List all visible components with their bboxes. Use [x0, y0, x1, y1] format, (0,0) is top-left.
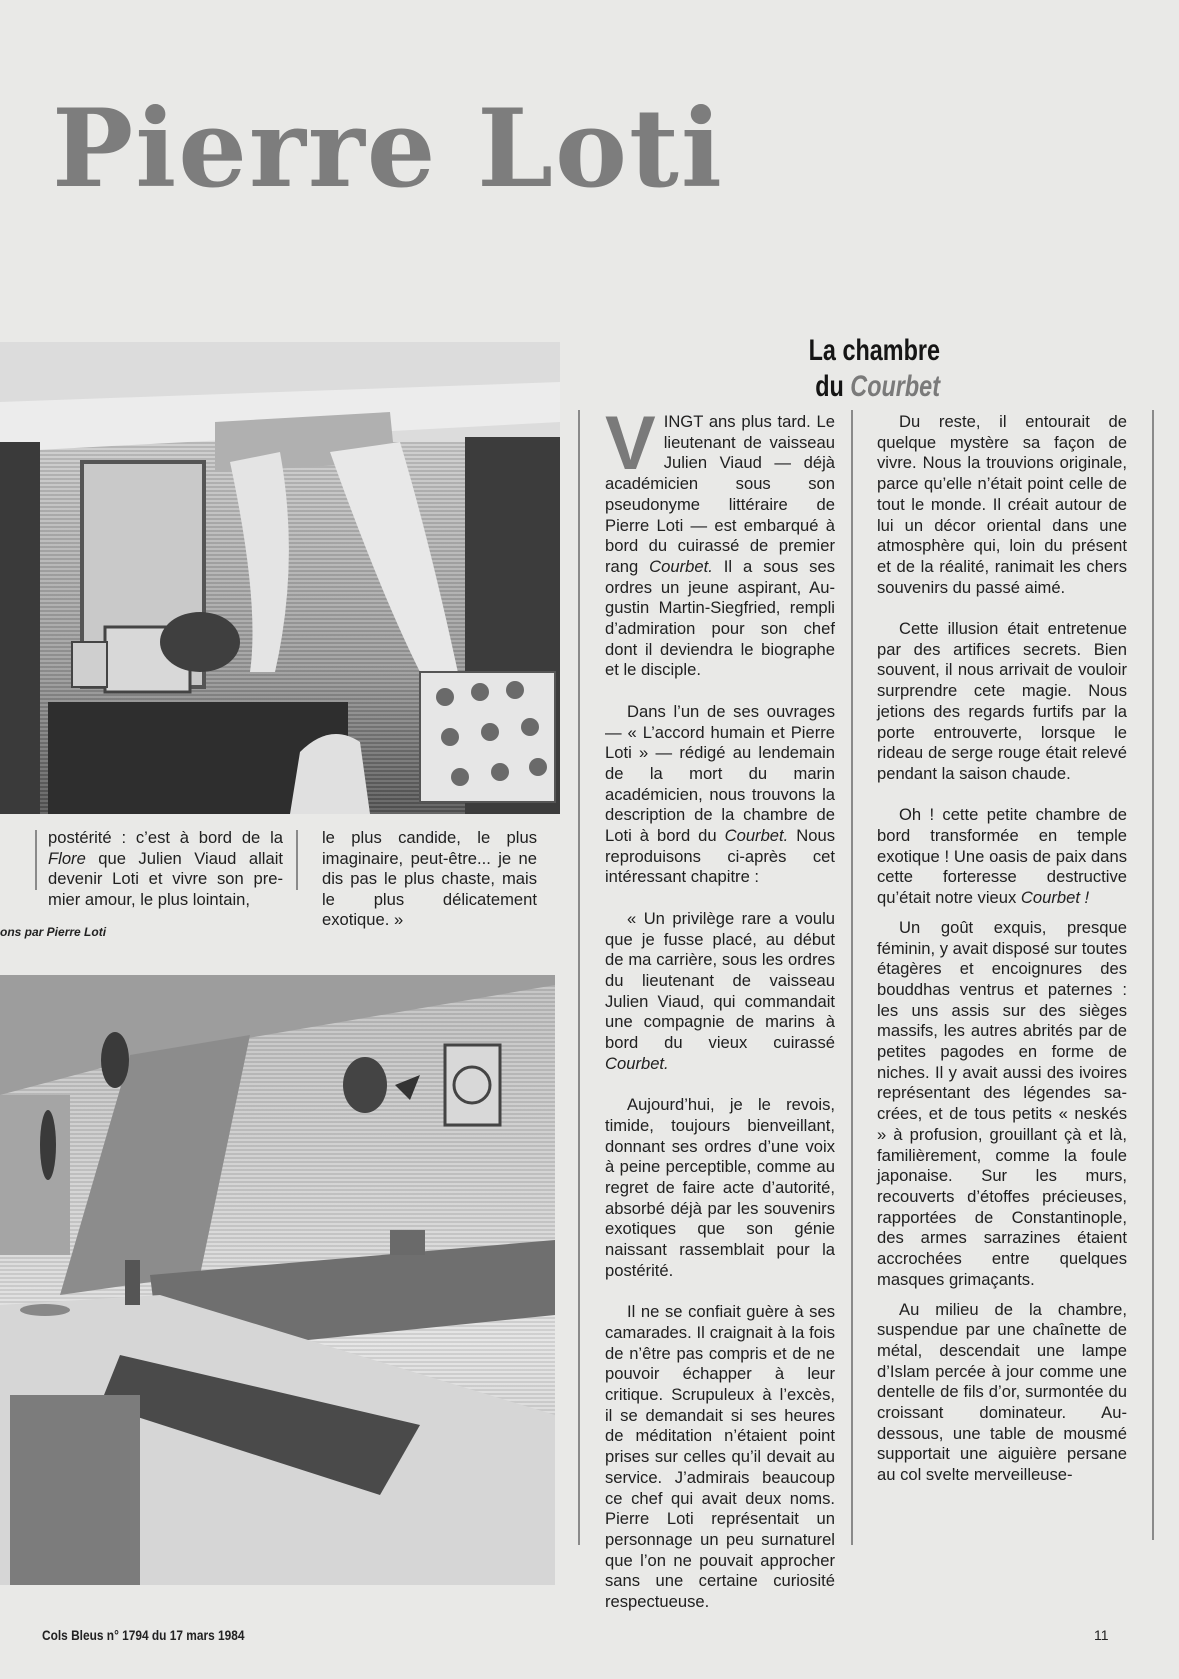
paragraph — [877, 805, 1127, 909]
subtitle-line-1: La chambre — [808, 334, 940, 367]
paragraph-text: Il a sous ses ordres un jeune aspirant, Augustin Martin-Siegfried, rempli d’admiration pour son chef dont il deviendra le biographe et le disciple. — [605, 556, 836, 680]
bottle — [125, 1260, 140, 1305]
caption-rule-left — [35, 830, 37, 890]
paragraph-text: « Un privilège rare a voulu que je fusse placé, au début de ma carrière, sous les ordres du lieutenant de vaisseau Julien Viaud, qui commandait une compagnie de marins à bord du vieux cuirassé — [605, 908, 835, 1053]
subtitle-line-2 — [800, 369, 940, 405]
fern-plant — [160, 612, 240, 672]
cabin-photo — [0, 342, 560, 814]
ship-name: Courbet. — [724, 826, 789, 846]
paragraph: Un goût exquis, presque féminin, y avait disposé sur toutes étagères et encoignures des bouddhas ventrus et paternes : les uns assis sur des sièges massifs, les autres abrités par de petites pagodes en forme de niches. Il y avait aussi des ivoires représentant des légendes sacrées, et de tous petits « neskés » à profusion, grouillant çà et là, familièrement, comme la foule japonaise. Sur les murs, recouverts d’étoffes précieuses, rapportées de Constantinople, des armes sarrazines étaient accrochées entre quelques masques grimaçants. — [877, 917, 1127, 1289]
column-rule-left — [578, 410, 580, 1545]
cabin-drawing-illustration — [0, 975, 555, 1585]
paragraph-text: INGT ans plus tard. Le lieutenant de vaisseau Julien Viaud — déjà académicien sous son pseudonyme littéraire de Pierre Loti — est embarqué à bord du cuirassé de premier rang — [605, 412, 835, 576]
ship-name: Courbet. — [605, 1053, 669, 1073]
subtitle-du: du — [815, 370, 851, 403]
column-rule-right — [1152, 410, 1154, 1540]
article-column-1 — [605, 401, 836, 1613]
desk-drawers — [10, 1395, 140, 1585]
caption-rule-middle — [296, 830, 298, 890]
paragraph: Aujourd’hui, je le revois, timide, toujours bienveillant, donnant ses ordres d’une voix à peine perceptible, comme au regret de faire acte d’autorité, absorbé déjà par les souvenirs exotiques que son génie naissant rassemblait pour la postérité. — [605, 1095, 835, 1280]
hanging-ornament — [343, 1057, 387, 1113]
ship-name: Courbet. — [649, 556, 713, 576]
cabin-drawing — [0, 975, 555, 1585]
article-column-2 — [877, 412, 1127, 1486]
dish — [20, 1304, 70, 1316]
paragraph-text: Dans l’un de ses ouvrages — « L’accord humain et Pierre Loti » — rédigé au lendemain de la mort du marin académicien, nous trouvons la description de la chambre de Loti à bord du — [605, 701, 835, 846]
page-number: 11 — [1094, 1627, 1109, 1643]
hanging-weapon — [40, 1110, 56, 1180]
caption-text-start: postérité : c’est à bord de la — [48, 828, 283, 847]
left-curtain — [0, 442, 40, 814]
box — [390, 1230, 425, 1255]
paragraph-text: Oh ! cette petite chambre de bord transformée en temple exotique ! Une oasis de paix dans cette forteresse destructive qu’était notre vieux — [877, 805, 1127, 908]
article-title: Pierre Loti — [52, 86, 724, 212]
paragraph: Du reste, il entourait de quelque mystère sa façon de vivre. Nous la trouvions originale, parce qu’elle n’était point celle de tout le monde. Il créait autour de lui un décor oriental dans une atmosphère qui, loin du présent et de la réalité, ranimait les chers souvenirs du passé aimé. — [877, 412, 1127, 597]
caption-ship-name: Flore — [48, 848, 86, 868]
paragraph: Au milieu de la chambre, suspendue par une chaînette de métal, descendait une lampe d’Islam percée à jour comme une dentelle de fils d’or, surmontée du croissant dominateur. Au-dessous, une table de mousmé supportait une aiguière persane au col svelte merveilleuse- — [877, 1299, 1127, 1485]
curtain-shadow — [60, 1035, 250, 1295]
cabin-photo-illustration — [0, 342, 560, 814]
photo-caption-col-2: le plus candide, le plus imaginaire, peut-être... je ne dis pas le plus chaste, mais le plus délicatement exotique. » — [322, 828, 537, 929]
butterfly — [395, 1075, 420, 1100]
paragraph: Il ne se confiait guère à ses camarades. Il craignait à la fois de n’être pas compris et de ne pouvoir échapper à leur critique. Scrupuleux à l’excès, il se demandait si ses heures de méditation n’étaient point prises sur celles qu’il devait au service. J’admirais beaucoup ce chef qui avait deux noms. Pierre Loti représentait un personnage un peu surnaturel que l’on ne pouvait approcher sans une certaine curiosité respectueuse. — [605, 1302, 835, 1612]
issue-footer: Cols Bleus n° 1794 du 17 mars 1984 — [42, 1627, 245, 1643]
caption-text-end: que Julien Viaud allait devenir Loti et vivre son premier amour, le plus lointain, — [48, 848, 283, 909]
paragraph: Cette illusion était entretenue par des artifices secrets. Bien souvent, il nous arrivait de vouloir surprendre cete magie. Nous jetions des regards furtifs par la porte entrouverte, lorsque le rideau de serge rouge était relevé pendant la saison chaude. — [877, 619, 1127, 783]
ship-name: Courbet ! — [1020, 888, 1090, 908]
curtain-drape-right — [330, 442, 460, 682]
paragraph-text: Nous reproduisons ci-après cet intéressant chapitre : — [605, 826, 835, 887]
paragraph — [605, 702, 835, 888]
drop-cap: V — [605, 401, 656, 486]
column-rule-middle — [851, 410, 853, 1545]
left-bulkhead — [0, 1095, 70, 1255]
hanging-mask — [101, 1032, 129, 1088]
photo-caption-col-1 — [48, 828, 283, 910]
subtitle-ship-name: Courbet — [850, 370, 940, 403]
paragraph — [605, 909, 835, 1075]
paragraph — [605, 401, 836, 681]
portrait-frame — [72, 642, 107, 687]
illustration-credit: ons par Pierre Loti — [0, 925, 107, 939]
section-subtitle — [800, 333, 940, 405]
